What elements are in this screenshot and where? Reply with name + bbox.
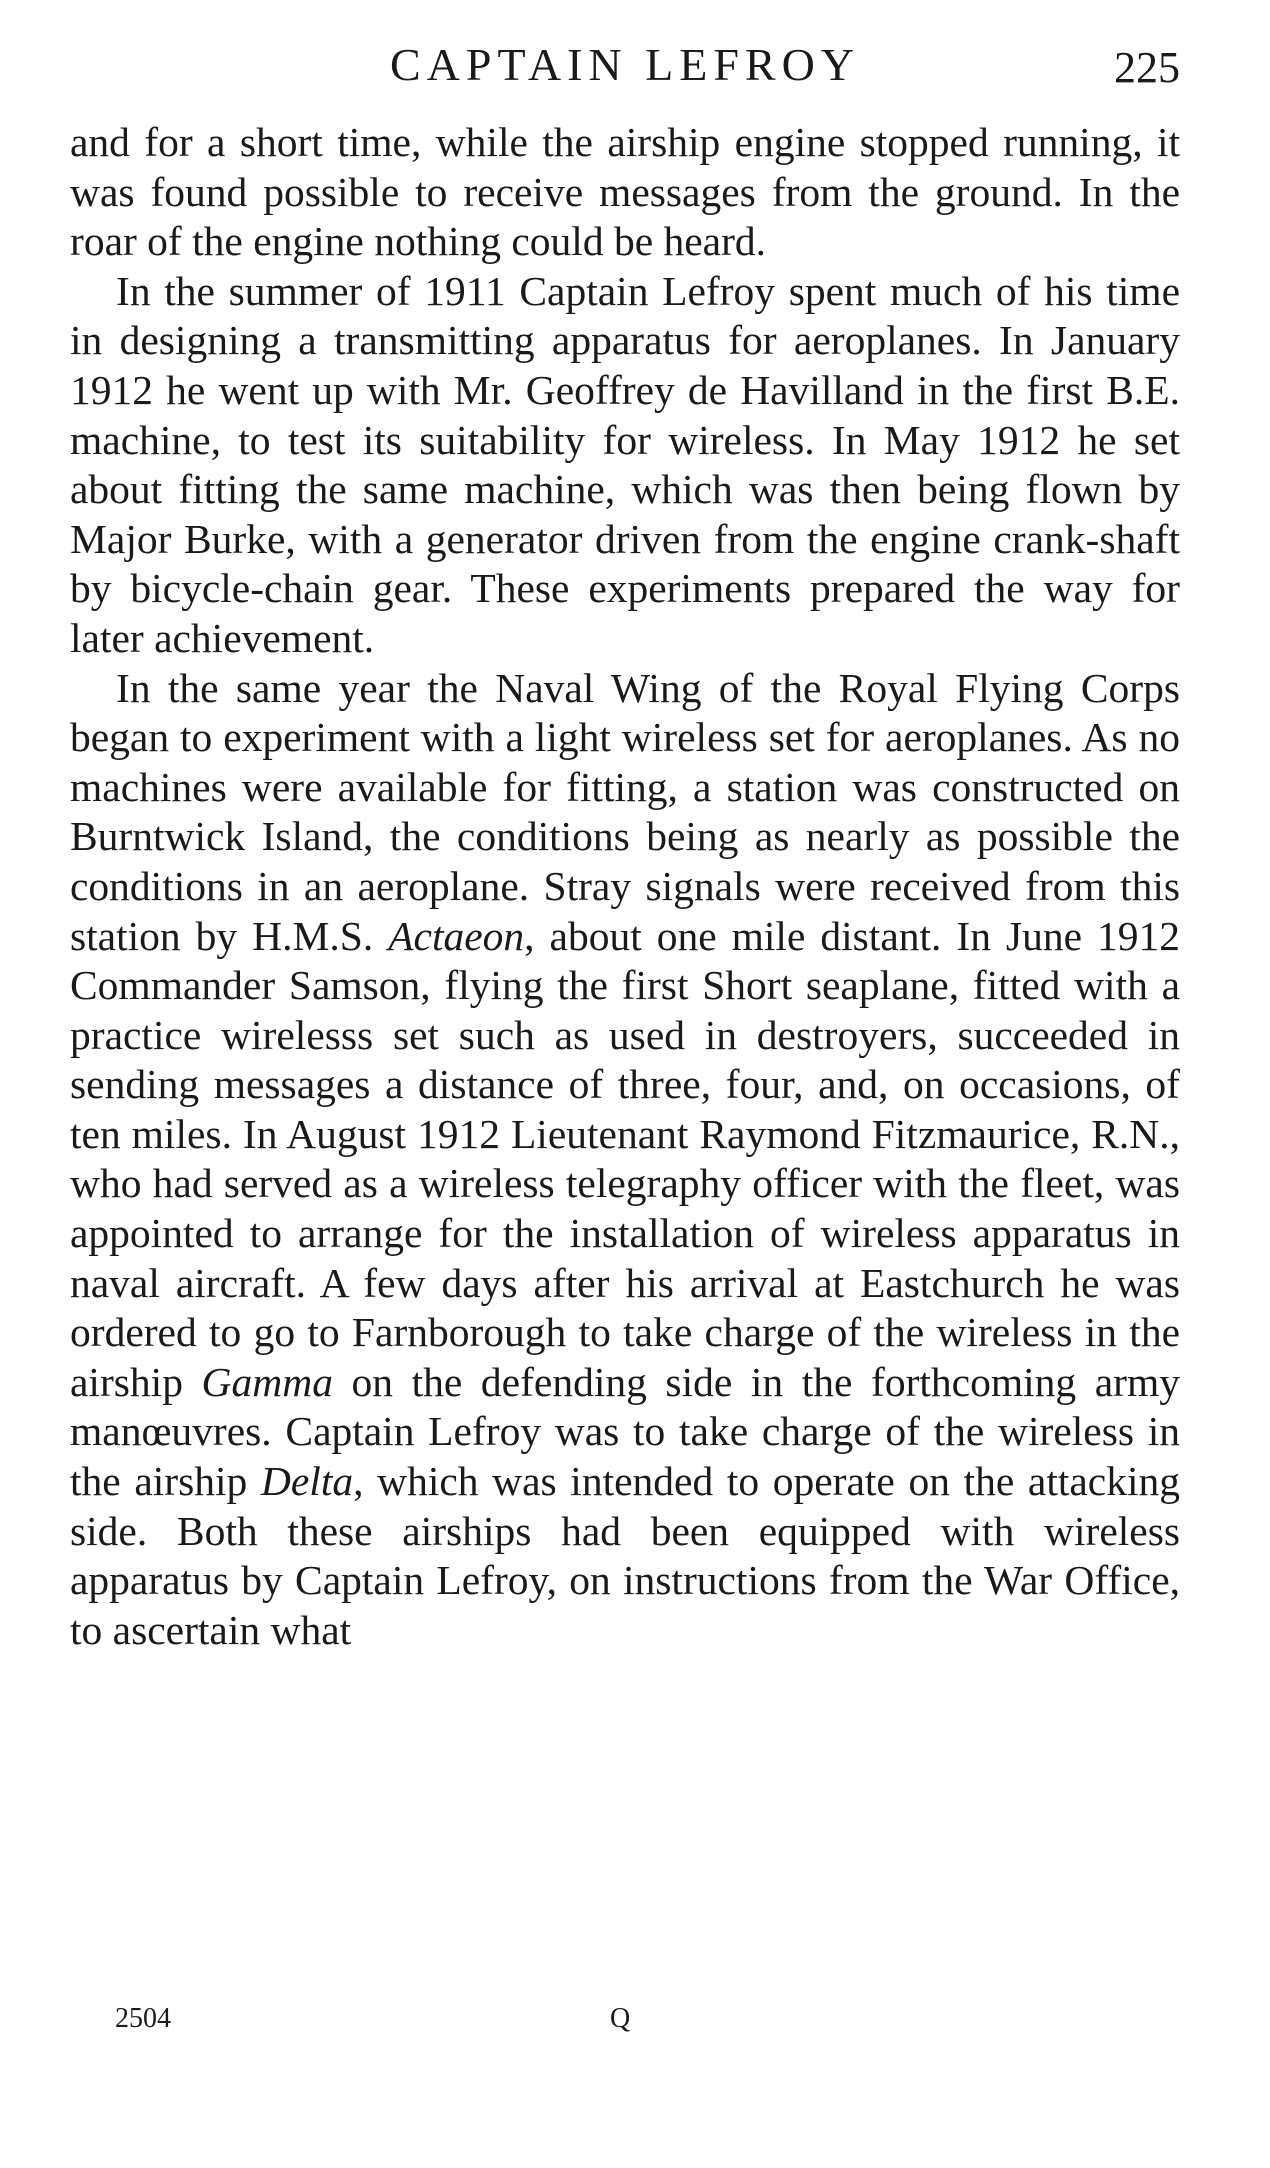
- airship-name-gamma: Gamma: [201, 1358, 333, 1405]
- ship-name-actaeon: Actaeon: [388, 912, 525, 959]
- page-number: 225: [1114, 43, 1180, 92]
- page-footer: [70, 2003, 1180, 2043]
- paragraph-2: [70, 267, 1180, 664]
- body-text: [70, 118, 1180, 1655]
- text-segment: , about one mile distant. In June 1912 Commander Samson, flying the first Short seaplane, fitted with a practice wirelesss set such as used in destroyers, succeeded in sending messages a distance of three, four, and, on occasions, of ten miles. In August 1912 Lieutenant Raymond Fitzmaurice, R.N., who had served as a wireless telegraphy officer with the fleet, was appointed to arrange for the installation of wireless apparatus in naval aircraft. A few days after his arrival at Eastchurch he was ordered to go to Farnborough to take charge of the wireless in the airship: [70, 912, 1180, 1405]
- page-header: [70, 38, 1180, 98]
- airship-name-delta: Delta: [260, 1458, 354, 1505]
- text-segment: In the same year the Naval Wing of the Royal Flying Corps began to experiment with a light wireless set for aeroplanes. As no machines were available for fitting, a station was constructed on Burntwick Island, the conditions being as nearly as possible the conditions in an aeroplane. Stray signals were received from this station by H.M.S.: [70, 664, 1180, 959]
- paragraph-1: [70, 118, 1180, 267]
- printer-signature-number: 2504: [115, 2003, 171, 2034]
- signature-letter: Q: [610, 2003, 631, 2034]
- text-segment: , which was intended to operate on the attacking side. Both these airships had been equipped with wireless apparatus by Captain Lefroy, on instructions from the War Office, to ascertain what: [70, 1458, 1181, 1653]
- text-segment: and for a short time, while the airship engine stopped running, it was found possible to receive messages from the ground. In the roar of the engine nothing could be heard.: [70, 119, 1180, 265]
- paragraph-3: [70, 664, 1180, 1656]
- text-segment: on the defending side in the forthcoming army manœuvres. Captain Lefroy was to take charge of the wireless in the airship: [70, 1358, 1181, 1505]
- running-head: CAPTAIN LEFROY: [389, 39, 861, 90]
- text-segment: In the summer of 1911 Captain Lefroy spent much of his time in designing a transmitting apparatus for aeroplanes. In January 1912 he went up with Mr. Geoffrey de Havilland in the first B.E. machine, to test its suitability for wireless. In May 1912 he set about fitting the same machine, which was then being flown by Major Burke, with a generator driven from the engine crank-shaft by bicycle-chain gear. These experiments prepared the way for later achievement.: [70, 267, 1180, 661]
